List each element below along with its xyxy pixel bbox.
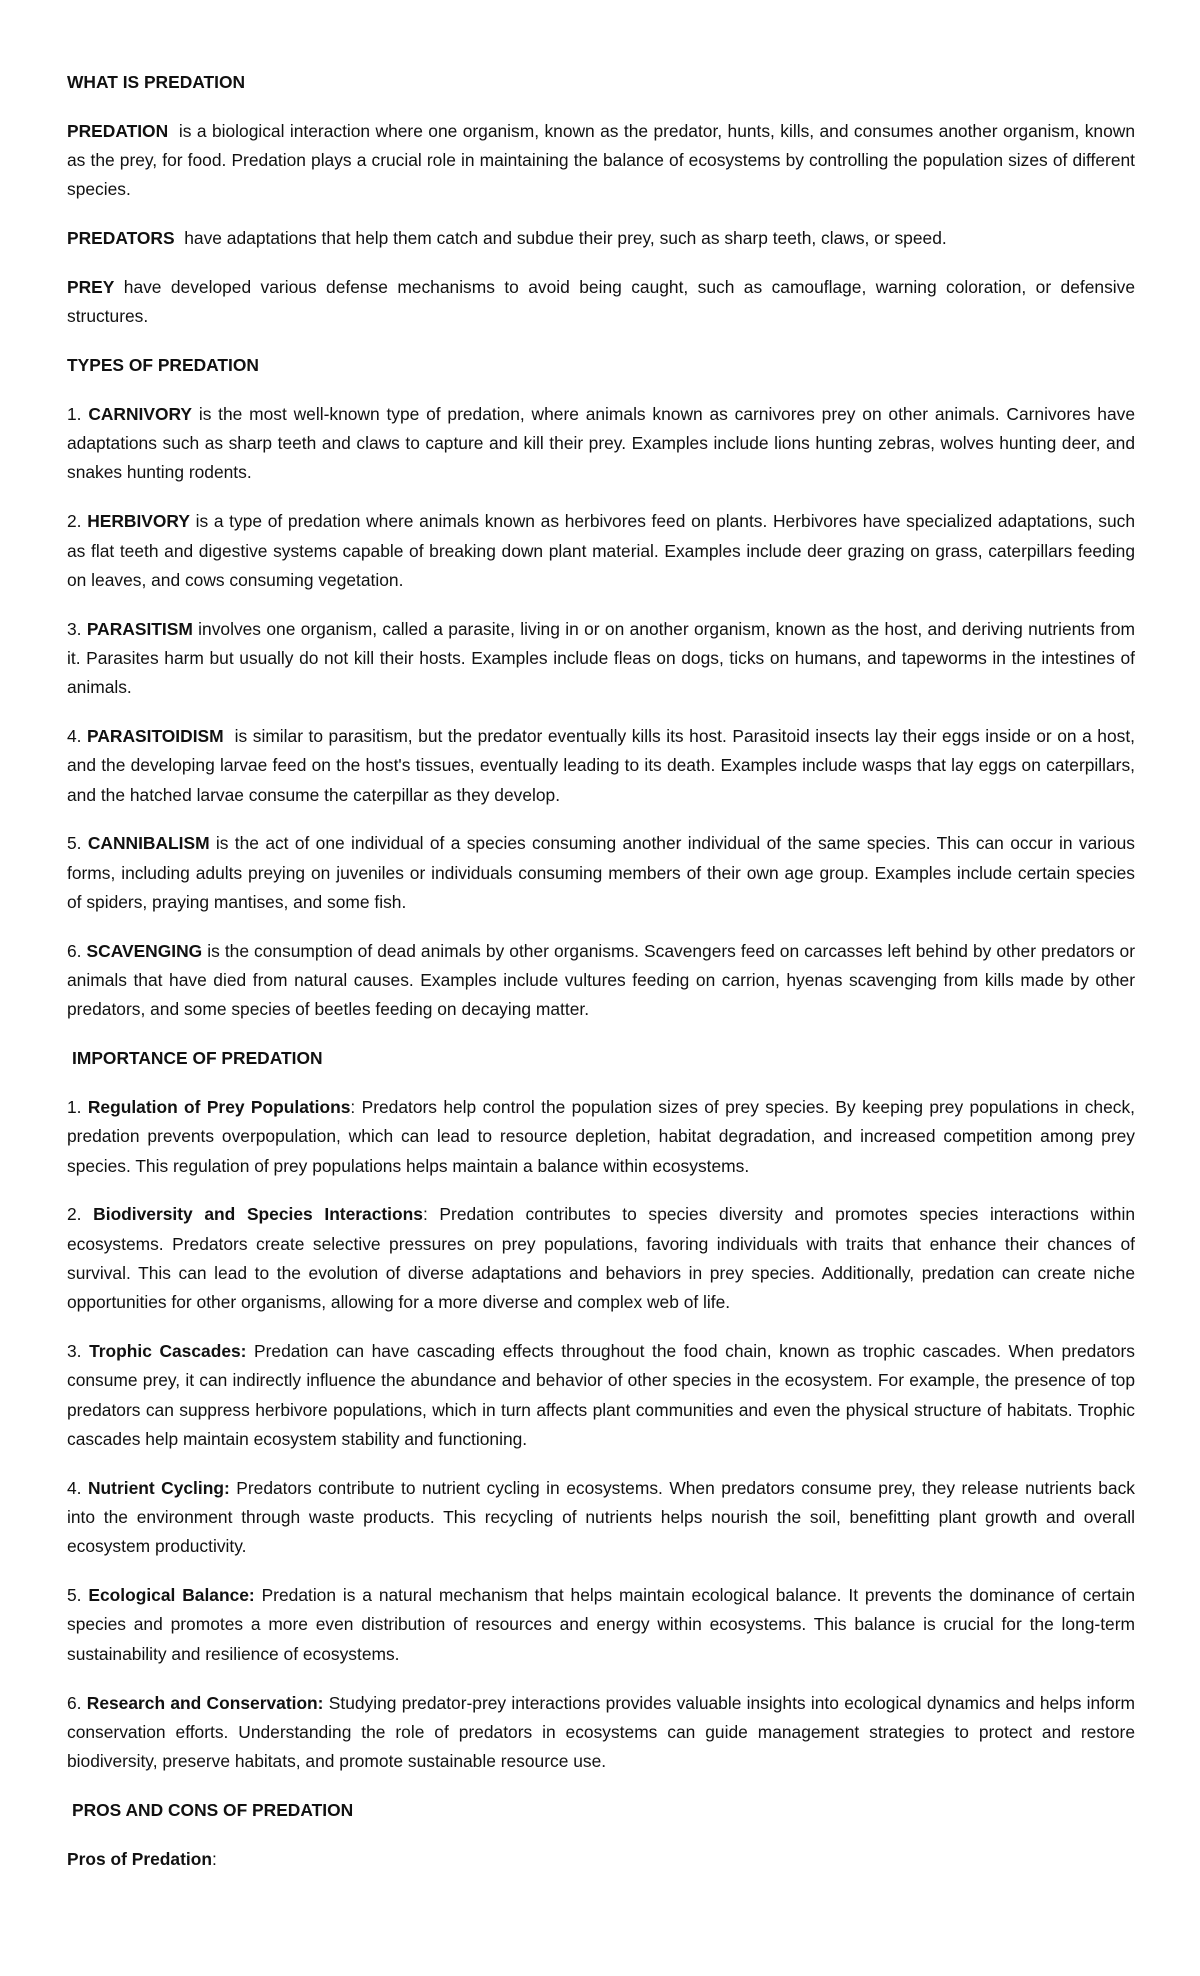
item-term: CARNIVORY — [88, 403, 193, 424]
item-term: Biodiversity and Species Interactions — [93, 1204, 423, 1225]
item-number: 2. — [67, 511, 88, 532]
item-text: is similar to parasitism, but the predator eventually kills its host. Parasitoid insects lay their eggs inside or on a host, and the developing larvae feed on the host's tissues, eventually leading to its death. Examples include wasps that lay eggs on caterpillars, and the hatched larvae consume the caterpillar as they develop. — [67, 726, 1140, 805]
item-text: is the consumption of dead animals by other organisms. Scavengers feed on carcasses left behind by other predators or animals that have died from natural causes. Examples include vultures feeding on carrion, hyenas scavenging from kills made by other predators, and some species of beetles feeding on decaying matter. — [67, 940, 1135, 1020]
item-text: involves one organism, called a parasite, living in or on another organism, known as the host, and deriving nutrients from it. Parasites harm but usually do not kill their hosts. Examples include fleas on dogs, ticks on humans, and tapeworms in the intestines of animals. — [67, 618, 1135, 698]
list-item-importance — [67, 1581, 1135, 1669]
paragraph-prey — [67, 273, 1135, 332]
item-number: 6. — [67, 940, 87, 961]
item-number: 2. — [67, 1204, 94, 1225]
item-number: 1. — [67, 403, 89, 424]
item-term: Nutrient Cycling: — [88, 1477, 230, 1498]
item-number: 4. — [67, 1477, 88, 1498]
item-term: CANNIBALISM — [87, 833, 210, 854]
list-item-type — [67, 829, 1135, 917]
term-predation: PREDATION — [67, 120, 169, 141]
item-text: Studying predator-prey interactions provides valuable insights into ecological dynamics and helps inform conservation efforts. Understanding the role of predators in ecosystems can guide management strategies to protect and restore biodiversity, preserve habitats, and promote sustainable resource use. — [67, 1692, 1135, 1772]
item-term: Research and Conservation: — [86, 1692, 324, 1713]
text-predators: have adaptations that help them catch and subdue their prey, such as sharp teeth, claws, or speed. — [174, 228, 947, 249]
paragraph-predation — [67, 117, 1140, 205]
item-number: 5. — [67, 833, 88, 854]
list-item-type — [67, 615, 1135, 703]
term-predators: PREDATORS — [67, 228, 175, 249]
item-text: is the most well-known type of predation, where animals known as carnivores prey on other animals. Carnivores have adaptations such as sharp teeth and claws to capture and kill their prey. Examples include lions hunting zebras, wolves hunting deer, and snakes hunting rodents. — [67, 403, 1135, 483]
list-item-importance — [67, 1474, 1135, 1562]
list-item-type — [67, 507, 1135, 595]
pros-term: Pros of Predation — [67, 1848, 212, 1869]
item-number: 4. — [67, 726, 88, 747]
item-text: Predation can have cascading effects throughout the food chain, known as trophic cascades. When predators consume prey, it can indirectly influence the abundance and behavior of other species in the ecosystem. For example, the presence of top predators can suppress herbivore populations, which in turn affects plant communities and even the physical structure of habitats. Trophic cascades help maintain ecosystem stability and functioning. — [67, 1341, 1135, 1449]
list-item-type — [67, 400, 1135, 488]
item-number: 3. — [67, 618, 87, 639]
list-item-type — [67, 937, 1135, 1025]
item-number: 3. — [67, 1341, 90, 1362]
list-item-importance — [67, 1200, 1135, 1317]
item-text: Predators contribute to nutrient cycling in ecosystems. When predators consume prey, they release nutrients back into the environment through waste products. This recycling of nutrients helps nourish the soil, benefitting plant growth and overall ecosystem productivity. — [67, 1477, 1135, 1557]
item-text: : Predators help control the population sizes of prey species. By keeping prey populations in check, predation prevents overpopulation, which can lead to resource depletion, habitat degradation, and increased competition among prey species. This regulation of prey populations helps maintain a balance within ecosystems. — [67, 1097, 1135, 1176]
item-term: Ecological Balance: — [88, 1585, 255, 1606]
item-term: SCAVENGING — [86, 940, 203, 961]
heading-pros-and-cons: PROS AND CONS OF PREDATION — [72, 1799, 354, 1820]
item-text: is a type of predation where animals known as herbivores feed on plants. Herbivores have specialized adaptations, such as flat teeth and digestive systems capable of breaking down plant material. Examples include deer grazing on grass, caterpillars feeding on leaves, and cows consuming vegetation. — [67, 511, 1136, 590]
list-item-type — [67, 722, 1140, 810]
list-item-importance — [67, 1093, 1135, 1181]
item-text: Predation is a natural mechanism that helps maintain ecological balance. It prevents the dominance of certain species and promotes a more even distribution of resources and energy within ecosystems. This balance is crucial for the long-term sustainability and resilience of ecosystems. — [67, 1585, 1135, 1664]
item-number: 6. — [67, 1692, 87, 1713]
heading-importance-of-predation: IMPORTANCE OF PREDATION — [72, 1048, 323, 1069]
heading-types-of-predation: TYPES OF PREDATION — [67, 355, 259, 376]
heading-what-is-predation: WHAT IS PREDATION — [67, 72, 246, 92]
item-term: Regulation of Prey Populations — [87, 1097, 351, 1118]
list-item-importance — [67, 1689, 1135, 1777]
text-predation: is a biological interaction where one organism, known as the predator, hunts, kills, and consumes another organism, known as the prey, for food. Predation plays a crucial role in maintaining the balance of ecosystems by controlling the population sizes of different species. — [67, 120, 1140, 200]
paragraph-predators — [67, 224, 1135, 253]
text-prey: have developed various defense mechanisms to avoid being caught, such as camouflage, warning coloration, or defensive structures. — [67, 276, 1135, 327]
item-text: is the act of one individual of a species consuming another individual of the same species. This can occur in various forms, including adults preying on juveniles or individuals consuming members of their own age group. Examples include certain species of spiders, praying mantises, and some fish. — [67, 833, 1135, 913]
item-number: 1. — [67, 1097, 88, 1118]
subheading-pros — [67, 1845, 1135, 1874]
item-term: PARASITOIDISM — [87, 726, 224, 747]
item-term: PARASITISM — [86, 618, 193, 639]
item-term: HERBIVORY — [87, 511, 190, 532]
term-prey: PREY — [67, 276, 115, 297]
item-text: : Predation contributes to species diversity and promotes species interactions within ecosystems. Predators create selective pressures on prey populations, favoring individuals with traits that enhance their chances of survival. This can lead to the evolution of diverse adaptations and behaviors in prey species. Additionally, predation can create niche opportunities for other organisms, allowing for a more diverse and complex web of life. — [67, 1204, 1135, 1313]
list-item-importance — [67, 1337, 1135, 1454]
item-number: 5. — [67, 1585, 89, 1606]
item-term: Trophic Cascades: — [89, 1341, 247, 1362]
pros-colon: : — [211, 1848, 217, 1869]
